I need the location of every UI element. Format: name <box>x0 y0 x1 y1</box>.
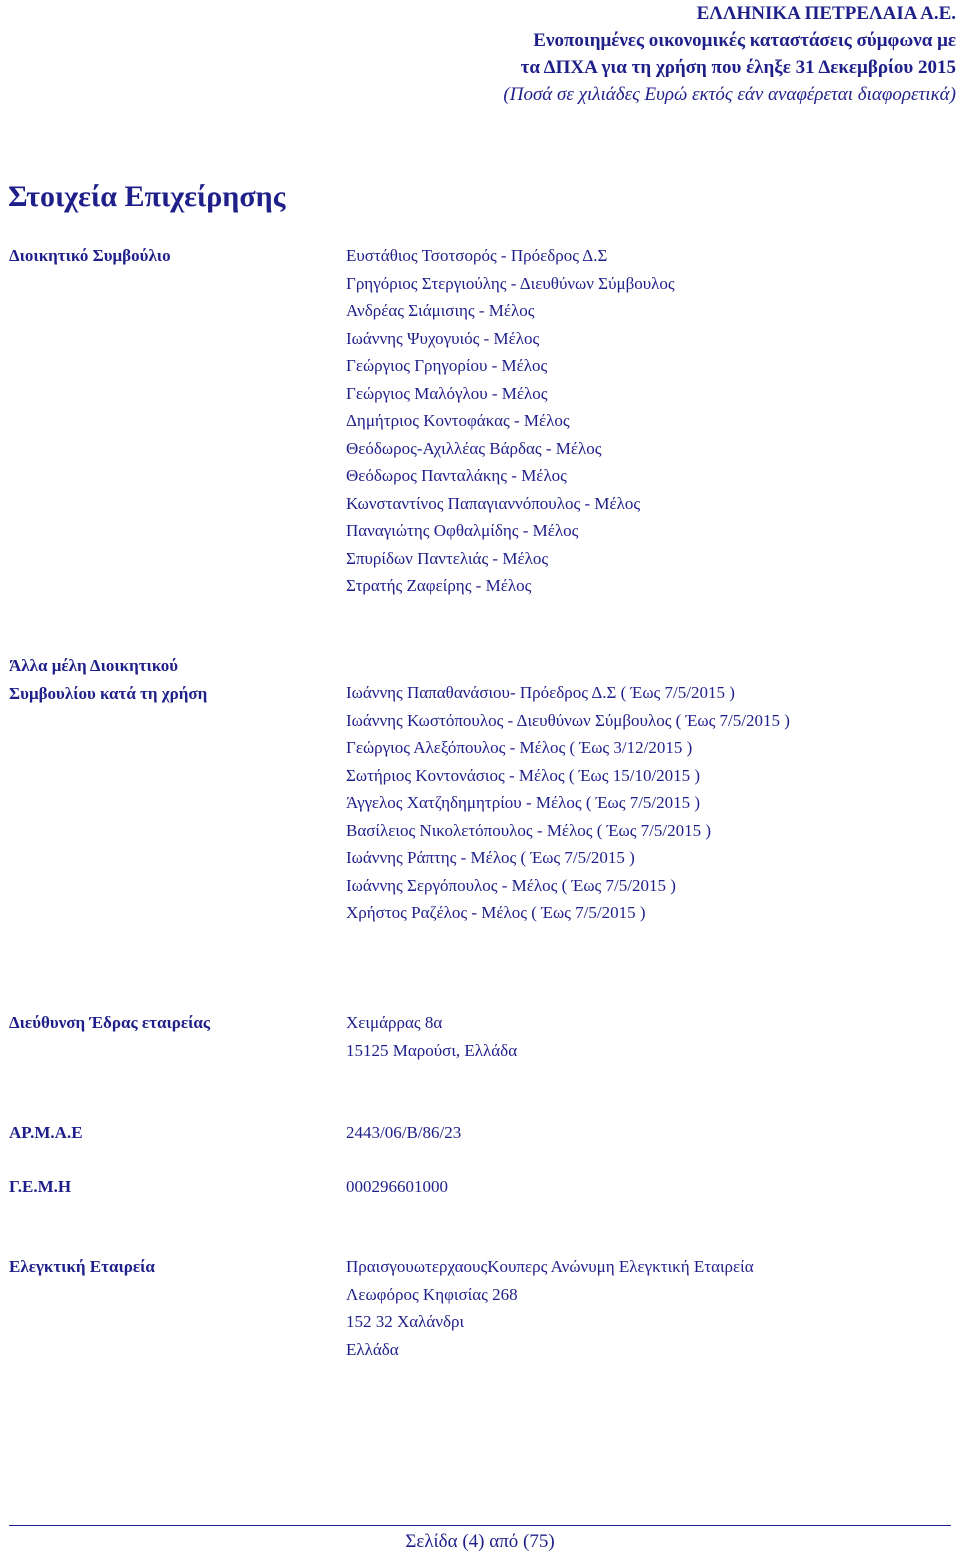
section-title: Στοιχεία Επιχείρησης <box>8 180 286 213</box>
board-member: Θεόδωρος Πανταλάκης - Μέλος <box>346 466 567 485</box>
board-member: Ανδρέας Σιάμισιης - Μέλος <box>346 301 535 320</box>
board-member: Κωνσταντίνος Παπαγιαννόπουλος - Μέλος <box>346 493 641 513</box>
currency-note: (Ποσά σε χιλιάδες Ευρώ εκτός εάν αναφέρεται διαφορετικά) <box>503 84 956 105</box>
former-member: Βασίλειος Νικολετόπουλος - Μέλος ( Έως 7/5/2015 ) <box>346 820 712 840</box>
armae-value: 2443/06/Β/86/23 <box>346 1123 462 1142</box>
page-number: Σελίδα (4) από (75) <box>405 1531 555 1552</box>
address-street: Χειμάρρας 8α <box>346 1013 443 1032</box>
document-header <box>503 0 956 108</box>
other-members-label-line1: Άλλα μέλη Διοικητικού <box>9 656 179 675</box>
board-member: Γεώργιος Μαλόγλου - Μέλος <box>346 383 548 403</box>
gemi-value: 000296601000 <box>346 1177 448 1196</box>
former-member: Ιωάννης Παπαθανάσιου- Πρόεδρος Δ.Σ ( Έως 7/5/2015 ) <box>346 683 735 702</box>
auditor-city: 152 32 Χαλάνδρι <box>346 1312 465 1331</box>
address-label: Διεύθυνση Έδρας εταιρείας <box>9 1013 211 1032</box>
auditor-label: Ελεγκτική Εταιρεία <box>9 1257 155 1276</box>
board-member: Σπυρίδων Παντελιάς - Μέλος <box>346 548 549 568</box>
other-members-label-line2: Συμβουλίου κατά τη χρήση <box>9 683 208 703</box>
address-block <box>346 1009 517 1064</box>
board-members-list <box>346 242 675 600</box>
auditor-name: ΠραισγουωτερχαουςΚουπερς Ανώνυμη Ελεγκτική Εταιρεία <box>346 1257 754 1276</box>
board-member: Ευστάθιος Τσοτσορός - Πρόεδρος Δ.Σ <box>346 246 608 265</box>
board-member: Δημήτριος Κοντοφάκας - Μέλος <box>346 411 570 430</box>
gemi-label: Γ.Ε.Μ.Η <box>9 1177 72 1196</box>
board-member: Γρηγόριος Στεργιούλης - Διευθύνων Σύμβουλος <box>346 273 675 293</box>
other-members-label <box>9 652 207 707</box>
former-member: Άγγελος Χατζηδημητρίου - Μέλος ( Έως 7/5/2015 ) <box>346 793 701 812</box>
board-member: Παναγιώτης Οφθαλμίδης - Μέλος <box>346 521 579 540</box>
company-name: ΕΛΛΗΝΙΚΑ ΠΕΤΡΕΛΑΙΑ Α.Ε. <box>696 3 956 24</box>
former-member: Ιωάννης Κωστόπουλος - Διευθύνων Σύμβουλος ( Έως 7/5/2015 ) <box>346 710 790 730</box>
auditor-street: Λεωφόρος Κηφισίας 268 <box>346 1284 518 1304</box>
former-member: Γεώργιος Αλεξόπουλος - Μέλος ( Έως 3/12/2015 ) <box>346 738 693 757</box>
statement-period: τα ΔΠΧΑ για τη χρήση που έληξε 31 Δεκεμβρίου 2015 <box>520 57 956 78</box>
armae-label: ΑΡ.Μ.Α.Ε <box>9 1123 83 1142</box>
other-members-list <box>346 679 790 927</box>
board-label: Διοικητικό Συμβούλιο <box>9 246 171 265</box>
board-member: Στρατής Ζαφείρης - Μέλος <box>346 576 532 595</box>
footer-divider <box>9 1525 951 1526</box>
statement-title: Ενοποιημένες οικονομικές καταστάσεις σύμφωνα με <box>533 30 956 51</box>
board-member: Γεώργιος Γρηγορίου - Μέλος <box>346 356 548 375</box>
former-member: Ιωάννης Σεργόπουλος - Μέλος ( Έως 7/5/2015 ) <box>346 875 676 895</box>
former-member: Ιωάννης Ράπτης - Μέλος ( Έως 7/5/2015 ) <box>346 848 635 867</box>
former-member: Σωτήριος Κοντονάσιος - Μέλος ( Έως 15/10/2015 ) <box>346 765 701 785</box>
auditor-country: Ελλάδα <box>346 1339 399 1359</box>
board-member: Ιωάννης Ψυχογυιός - Μέλος <box>346 328 540 348</box>
address-city: 15125 Μαρούσι, Ελλάδα <box>346 1040 518 1060</box>
auditor-block <box>346 1253 754 1363</box>
board-member: Θεόδωρος-Αχιλλέας Βάρδας - Μέλος <box>346 438 602 458</box>
former-member: Χρήστος Ραζέλος - Μέλος ( Έως 7/5/2015 ) <box>346 903 646 922</box>
